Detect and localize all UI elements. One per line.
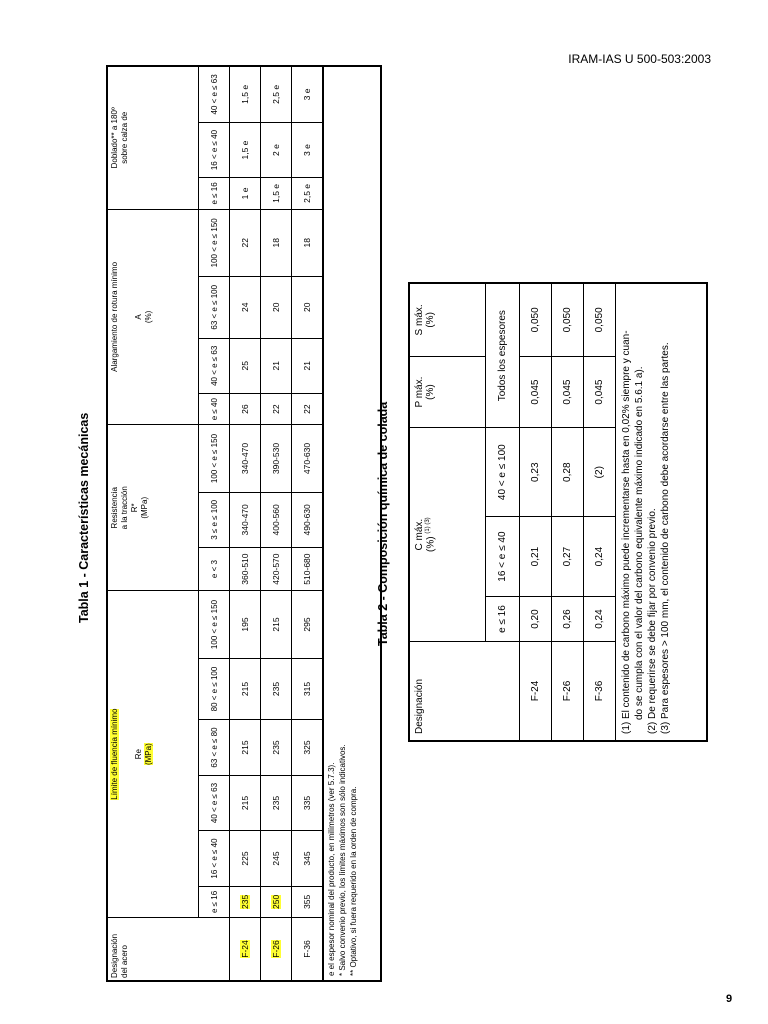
table-cell: 20 xyxy=(261,277,292,339)
note: * Salvo convenio previo, los límites máximos son sólo indicativos. xyxy=(337,744,347,976)
table-cell: 0,050 xyxy=(520,283,552,356)
sub-header: Todos los espesores xyxy=(486,283,520,428)
table-cell: 3 e xyxy=(292,66,324,122)
sub-header: 100 < e ≤ 150 xyxy=(199,425,230,493)
steel-grade: F-36 xyxy=(292,918,324,982)
table-cell: 26 xyxy=(230,394,261,425)
sub-header: 63 < e ≤ 80 xyxy=(199,720,230,776)
table-cell: 340-470 xyxy=(230,425,261,493)
sub-header: 16 < e ≤ 40 xyxy=(486,517,520,597)
table1-notes xyxy=(323,66,381,981)
sub-header: 63 < e ≤ 100 xyxy=(199,277,230,339)
table-cell: 0,24 xyxy=(584,597,616,642)
table-cell: 22 xyxy=(292,394,324,425)
steel-grade: F-26 xyxy=(552,642,584,742)
table-row xyxy=(520,283,552,741)
table-cell: 325 xyxy=(292,720,324,776)
note: ** Optativo, si fuera requerido en la orden de compra. xyxy=(348,786,358,976)
table-cell: 0,045 xyxy=(520,356,552,428)
table-cell: 0,050 xyxy=(584,283,616,356)
steel-grade: F-26 xyxy=(271,940,281,958)
sub-header: 16 < e ≤ 40 xyxy=(199,831,230,887)
table-cell: 235 xyxy=(261,658,292,720)
table2-notes xyxy=(616,283,708,741)
note: (1) El contenido de carbono máximo puede incrementarse hasta en 0,02% siempre y cuan- xyxy=(621,330,632,734)
table-cell: 2 e xyxy=(261,122,292,178)
document-header: IRAM-IAS U 500-503:2003 xyxy=(568,52,711,66)
table-cell: 510-680 xyxy=(292,547,324,590)
sub-header: 100 < e ≤ 150 xyxy=(199,591,230,659)
table-cell: 1 e xyxy=(230,178,261,209)
table-cell: 24 xyxy=(230,277,261,339)
note: (2) De requerirse se debe fijar por convenio previo. xyxy=(647,508,658,734)
table-cell: 22 xyxy=(261,394,292,425)
table1-title: Tabla 1 - Características mecánicas xyxy=(77,412,91,623)
table-cell: 1,5 e xyxy=(230,122,261,178)
table-cell: 0,28 xyxy=(552,428,584,517)
table-cell: 0,045 xyxy=(584,356,616,428)
chemical-composition-table xyxy=(408,282,708,742)
table-cell: 22 xyxy=(230,209,261,277)
table-cell: 390-530 xyxy=(261,425,292,493)
table-cell: 250 xyxy=(271,894,281,909)
sub-header: 40 < e ≤ 63 xyxy=(199,775,230,831)
table-cell: 235 xyxy=(261,775,292,831)
sub-header: e ≤ 40 xyxy=(199,394,230,425)
sub-header: 80 < e ≤ 100 xyxy=(199,658,230,720)
table-cell: 0,20 xyxy=(520,597,552,642)
group-resistencia: Resistencia a la tracción R* (MPa) xyxy=(107,425,199,591)
steel-grade: F-24 xyxy=(240,940,250,958)
table-cell: 235 xyxy=(261,720,292,776)
table-cell: 225 xyxy=(230,831,261,887)
table-cell: 0,27 xyxy=(552,517,584,597)
sub-header: 3 ≤ e ≤ 100 xyxy=(199,492,230,547)
table-cell: 3 e xyxy=(292,122,324,178)
group-phosphorus: P máx. (%) xyxy=(409,356,486,428)
group-doblado: Doblado** a 180º sobre calza de xyxy=(107,66,199,209)
table-cell: 195 xyxy=(230,591,261,659)
steel-grade: F-36 xyxy=(584,642,616,742)
steel-grade: F-24 xyxy=(520,642,552,742)
note: e el espesor nominal del producto, en milímetros (ver 5.7.3). xyxy=(327,762,336,976)
sub-header: e ≤ 16 xyxy=(199,178,230,209)
table-cell: 490-630 xyxy=(292,492,324,547)
table-cell: 345 xyxy=(292,831,324,887)
page-number: 9 xyxy=(726,993,733,1005)
col-designacion: Designación del acero xyxy=(107,918,230,982)
table-cell: 0,21 xyxy=(520,517,552,597)
table-cell: 2,5 e xyxy=(261,66,292,122)
table-cell: 420-570 xyxy=(261,547,292,590)
table-cell: 20 xyxy=(292,277,324,339)
table-cell: 25 xyxy=(230,338,261,394)
sub-header: 40 < e ≤ 63 xyxy=(199,66,230,122)
table-row xyxy=(261,66,292,981)
group-carbon: C máx. (%) $^{(1) (3)}$ xyxy=(409,428,486,642)
col-designacion: Designación xyxy=(409,642,520,742)
table-cell: 360-510 xyxy=(230,547,261,590)
table-cell: (2) xyxy=(584,428,616,517)
group-alargamiento: Alargamiento de rotura mínimo A (%) xyxy=(107,209,199,425)
table-cell: 0,26 xyxy=(552,597,584,642)
sub-header: 16 < e ≤ 40 xyxy=(199,122,230,178)
note: do se cumpla con el valor del carbono equivalente máximo indicado en 5.6.1 a). xyxy=(634,366,645,720)
table-row xyxy=(584,283,616,741)
table-row xyxy=(292,66,324,981)
sub-header: e ≤ 16 xyxy=(199,886,230,917)
table-cell: 215 xyxy=(230,775,261,831)
table-cell: 215 xyxy=(230,720,261,776)
table-row xyxy=(230,66,261,981)
table-cell: 0,23 xyxy=(520,428,552,517)
table-row xyxy=(552,283,584,741)
table-cell: 335 xyxy=(292,775,324,831)
table-cell: 21 xyxy=(292,338,324,394)
table-cell: 215 xyxy=(230,658,261,720)
group-fluencia: Límite de fluencia mínimo Re (MPa) xyxy=(107,591,199,918)
table-cell: 2,5 e xyxy=(292,178,324,209)
sub-header: e ≤ 16 xyxy=(486,597,520,642)
table-cell: 18 xyxy=(261,209,292,277)
table2-title: Tabla 2 - Composición química de colada xyxy=(376,401,390,646)
note: (3) Para espesores > 100 mm, el contenido de carbono debe acordarse entre las partes. xyxy=(660,342,671,734)
table-cell: 0,045 xyxy=(552,356,584,428)
table-cell: 470-630 xyxy=(292,425,324,493)
sub-header: 40 < e ≤ 63 xyxy=(199,338,230,394)
table-cell: 315 xyxy=(292,658,324,720)
table-cell: 215 xyxy=(261,591,292,659)
table-cell: 355 xyxy=(292,886,324,917)
table-cell: 1,5 e xyxy=(230,66,261,122)
table-cell: 340-470 xyxy=(230,492,261,547)
sub-header: 100 < e ≤ 150 xyxy=(199,209,230,277)
table-cell: 18 xyxy=(292,209,324,277)
sub-header: e < 3 xyxy=(199,547,230,590)
table-cell: 235 xyxy=(240,894,250,909)
group-sulfur: S máx. (%) xyxy=(409,283,486,356)
table-cell: 1,5 e xyxy=(261,178,292,209)
table-cell: 0,24 xyxy=(584,517,616,597)
table-cell: 21 xyxy=(261,338,292,394)
sub-header: 40 < e ≤ 100 xyxy=(486,428,520,517)
table-cell: 245 xyxy=(261,831,292,887)
table-cell: 0,050 xyxy=(552,283,584,356)
table-cell: 400-560 xyxy=(261,492,292,547)
mechanical-properties-table xyxy=(106,65,382,982)
table-cell: 295 xyxy=(292,591,324,659)
